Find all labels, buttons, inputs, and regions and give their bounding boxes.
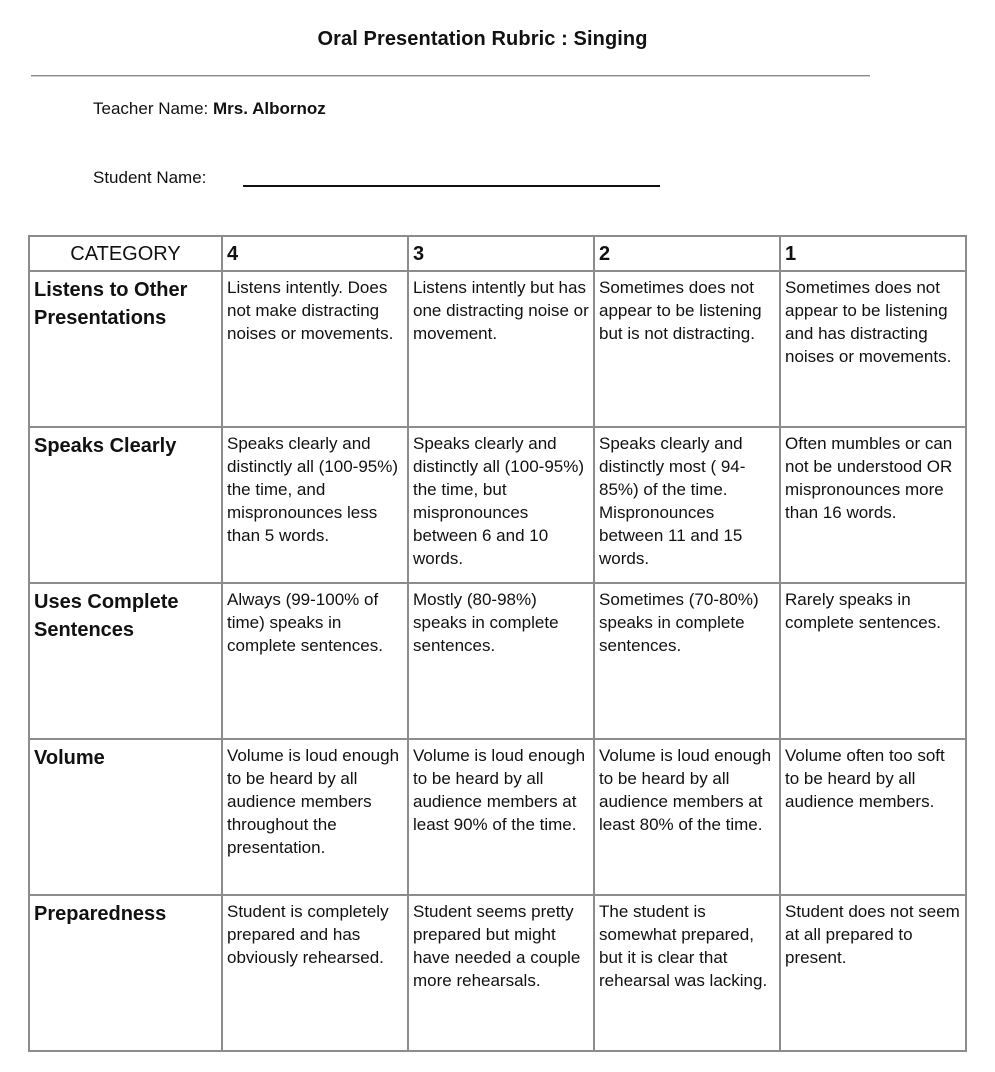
cell-score-1: Sometimes does not appear to be listening and has distracting noises or movements. xyxy=(780,271,966,427)
category-volume: Volume xyxy=(29,739,222,895)
cell-score-2: The student is somewhat prepared, but it is clear that rehearsal was lacking. xyxy=(594,895,780,1051)
cell-score-4: Listens intently. Does not make distracting noises or movements. xyxy=(222,271,408,427)
header-score-1: 1 xyxy=(780,236,966,271)
cell-score-3: Mostly (80-98%) speaks in complete sentences. xyxy=(408,583,594,739)
cell-score-1: Student does not seem at all prepared to present. xyxy=(780,895,966,1051)
category-preparedness: Preparedness xyxy=(29,895,222,1051)
page-title: Oral Presentation Rubric : Singing xyxy=(317,28,648,50)
cell-score-4: Speaks clearly and distinctly all (100-95%) the time, and mispronounces less than 5 words. xyxy=(222,427,408,583)
table-row xyxy=(29,739,966,895)
category-listens: Listens to Other Presentations xyxy=(29,271,222,427)
table-row xyxy=(29,895,966,1051)
cell-score-1: Rarely speaks in complete sentences. xyxy=(780,583,966,739)
table-row xyxy=(29,427,966,583)
table-row xyxy=(29,271,966,427)
category-speaks-clearly: Speaks Clearly xyxy=(29,427,222,583)
cell-score-2: Volume is loud enough to be heard by all audience members at least 80% of the time. xyxy=(594,739,780,895)
cell-score-3: Speaks clearly and distinctly all (100-95%) the time, but mispronounces between 6 and 10 words. xyxy=(408,427,594,583)
student-name-label: Student Name: xyxy=(93,168,207,187)
header-score-4: 4 xyxy=(222,236,408,271)
table-row xyxy=(29,583,966,739)
student-name-blank[interactable] xyxy=(243,185,660,187)
category-complete-sentences: Uses Complete Sentences xyxy=(29,583,222,739)
cell-score-4: Volume is loud enough to be heard by all audience members throughout the presentation. xyxy=(222,739,408,895)
cell-score-1: Volume often too soft to be heard by all audience members. xyxy=(780,739,966,895)
cell-score-3: Listens intently but has one distracting noise or movement. xyxy=(408,271,594,427)
cell-score-3: Volume is loud enough to be heard by all audience members at least 90% of the time. xyxy=(408,739,594,895)
header-row xyxy=(29,236,966,271)
cell-score-3: Student seems pretty prepared but might have needed a couple more rehearsals. xyxy=(408,895,594,1051)
cell-score-4: Always (99-100% of time) speaks in complete sentences. xyxy=(222,583,408,739)
cell-score-1: Often mumbles or can not be understood OR mispronounces more than 16 words. xyxy=(780,427,966,583)
header-score-2: 2 xyxy=(594,236,780,271)
cell-score-2: Sometimes (70-80%) speaks in complete sentences. xyxy=(594,583,780,739)
teacher-name-label: Teacher Name: xyxy=(93,99,209,118)
teacher-name-value: Mrs. Albornoz xyxy=(213,99,326,118)
rubric-table xyxy=(28,235,967,1052)
cell-score-2: Sometimes does not appear to be listening but is not distracting. xyxy=(594,271,780,427)
teacher-name-field xyxy=(93,99,326,119)
header-score-3: 3 xyxy=(408,236,594,271)
cell-score-2: Speaks clearly and distinctly most ( 94-85%) of the time. Mispronounces between 11 and 15 words. xyxy=(594,427,780,583)
header-category: CATEGORY xyxy=(29,236,222,271)
cell-score-4: Student is completely prepared and has obviously rehearsed. xyxy=(222,895,408,1051)
title-divider xyxy=(31,75,870,77)
